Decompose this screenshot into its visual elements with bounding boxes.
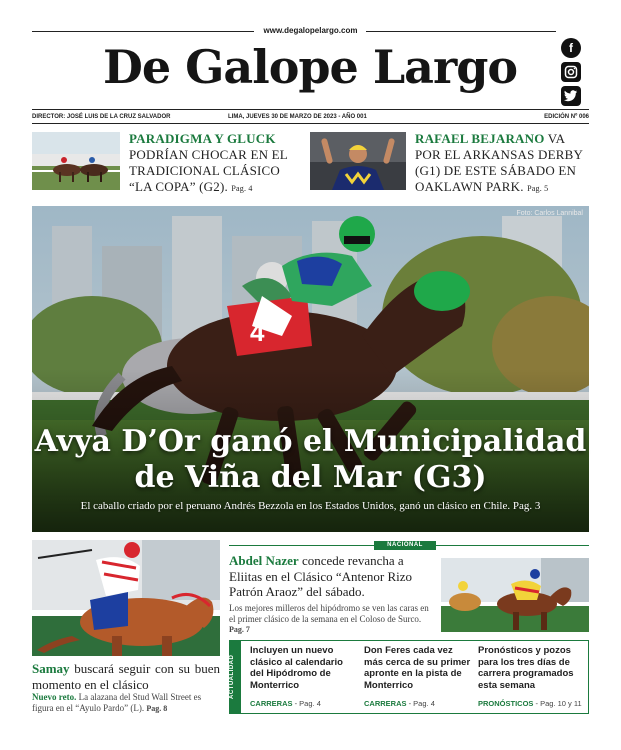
masthead-rule-right	[366, 31, 556, 32]
nacional-subtitle	[229, 603, 434, 636]
site-url[interactable]: www.degalopelargo.com	[263, 26, 358, 35]
section-name: CARRERAS	[250, 699, 293, 708]
actualidad-item-2[interactable]: Don Feres cada vez más cerca de su primer apronte en la pista de Monterrico	[364, 645, 471, 691]
newspaper-title: De Galope Largo	[102, 40, 518, 94]
top-story-keyword: RAFAEL BEJARANO	[415, 131, 545, 146]
masthead-divider	[32, 109, 589, 110]
actualidad-item-3-meta	[478, 699, 582, 708]
top-story-paradigma[interactable]	[129, 131, 299, 197]
hero-subtitle: El caballo criado por el peruano Andrés Bezzola en los Estados Unidos, ganó un clásico en Chile. Pag. 3	[80, 500, 541, 512]
actualidad-item-1-meta	[250, 699, 321, 708]
page-ref: Pag. 7	[229, 625, 250, 634]
nacional-keyword: Abdel Nazer	[229, 553, 299, 568]
hero-headline-line1: Avya D’Or ganó el Municipalidad	[34, 424, 587, 459]
section-name: PRONÓSTICOS	[478, 699, 534, 708]
meta-divider	[32, 123, 589, 124]
top-story-keyword: PARADIGMA Y GLUCK	[129, 131, 276, 146]
samay-keyword: Samay	[32, 661, 70, 676]
page-ref: Pag. 8	[146, 703, 168, 713]
nacional-headline-text: concede revancha a Eliitas en el Clásico “Antenor Rizo Patrón Araoz” del sábado.	[229, 553, 413, 599]
page-ref: - Pag. 10 y 11	[533, 699, 582, 708]
nacional-section-tag: NACIONAL	[374, 541, 436, 550]
top-story-text: PODRÍAN CHOCAR EN EL TRADICIONAL CLÁSICO “LA COPA” (G2).	[129, 147, 288, 194]
samay-race-photo[interactable]	[32, 540, 220, 656]
actualidad-item-1[interactable]: Incluyen un nuevo clásico al calendario del Hipódromo de Monterrico	[250, 645, 343, 691]
top-story-bejarano[interactable]	[415, 131, 589, 197]
twitter-icon[interactable]	[561, 86, 581, 106]
hero-headline[interactable]	[0, 424, 621, 496]
samay-sub-keyword: Nuevo reto.	[32, 692, 77, 702]
page-ref: Pag. 4	[231, 184, 253, 193]
page-ref: - Pag. 4	[292, 699, 321, 708]
samay-subtitle	[32, 692, 220, 714]
bejarano-photo[interactable]	[310, 132, 406, 190]
samay-headline-text: buscará seguir con su buen momento en el clásico	[32, 661, 220, 692]
nazer-race-photo[interactable]	[441, 558, 589, 632]
page-ref: - Pag. 4	[406, 699, 435, 708]
page-ref: Pag. 5	[527, 184, 549, 193]
section-name: CARRERAS	[364, 699, 407, 708]
actualidad-label: ACTUALIDAD	[229, 654, 235, 700]
photo-credit: Foto: Carlos Lannibal	[516, 210, 583, 217]
samay-headline[interactable]	[32, 661, 220, 692]
instagram-icon[interactable]	[561, 62, 581, 82]
edition-number: EDICIÓN Nº 006	[544, 114, 589, 120]
actualidad-item-2-meta	[364, 699, 435, 708]
paradigma-race-photo[interactable]	[32, 132, 120, 190]
top-story-text: VA POR EL ARKANSAS DERBY (G1) DE ESTE SÁBADO EN OAKLAWN PARK.	[415, 131, 583, 194]
hero-headline-line2: de Viña del Mar (G3)	[134, 460, 487, 495]
dateline: LIMA, JUEVES 30 DE MARZO DE 2023 - AÑO 001	[228, 114, 367, 120]
nacional-headline[interactable]	[229, 553, 434, 600]
facebook-icon[interactable]: f	[561, 38, 581, 58]
samay-subtitle-text: La alazana del Stud Wall Street es figura en el “Ayulo Pardo” (L).	[32, 692, 202, 713]
director-line: DIRECTOR: JOSÉ LUIS DE LA CRUZ SALVADOR	[32, 114, 171, 120]
nacional-subtitle-text: Los mejores milleros del hipódromo se ven las caras en el primer clásico de la semana en el Coloso de Surco.	[229, 603, 429, 624]
actualidad-item-3[interactable]: Pronósticos y pozos para los tres días de carrera programados esta semana	[478, 645, 574, 691]
